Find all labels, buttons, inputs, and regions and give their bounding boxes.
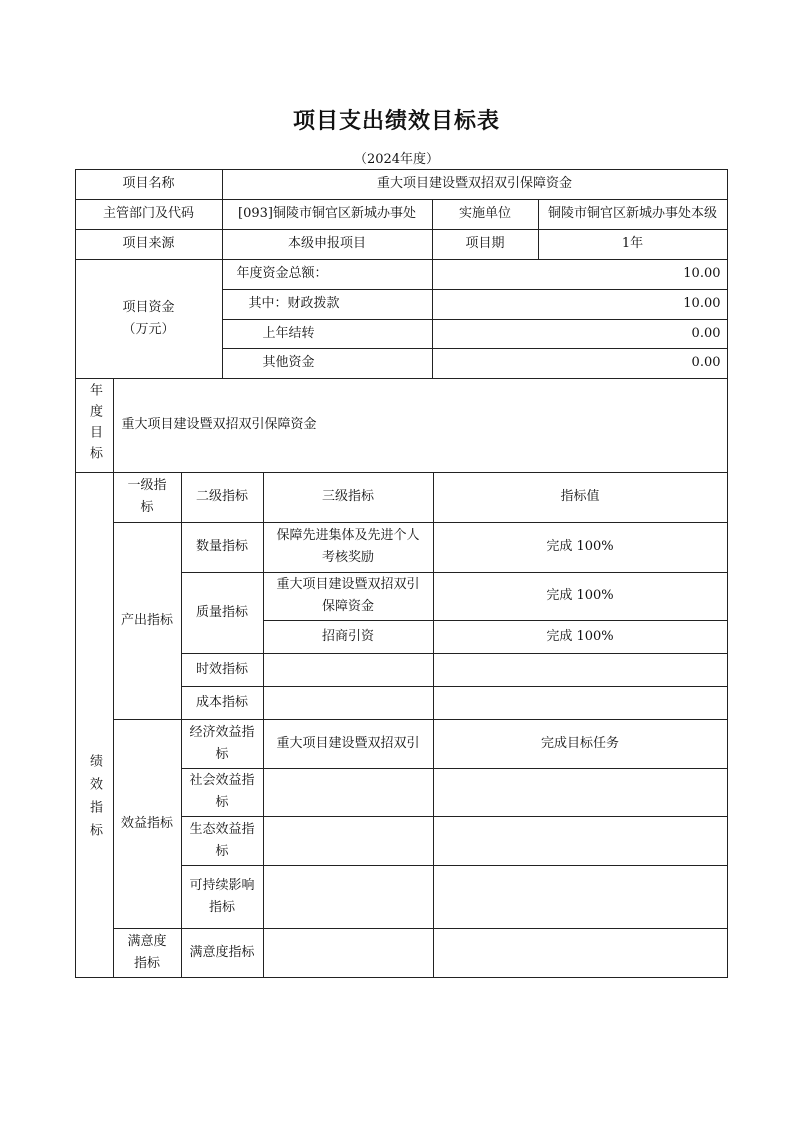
l3-empty xyxy=(263,816,434,866)
value-empty xyxy=(433,928,728,978)
project-name-label: 项目名称 xyxy=(75,169,223,200)
dept-label: 主管部门及代码 xyxy=(75,199,223,230)
page-title: 项目支出绩效目标表 xyxy=(292,108,500,134)
unit-label: 实施单位 xyxy=(432,199,539,230)
period-label: 项目期 xyxy=(432,229,539,260)
goal-label: 年度目标 xyxy=(75,378,114,473)
l2-item: 生态效益指标 xyxy=(181,816,264,866)
unit-value: 铜陵市铜官区新城办事处本级 xyxy=(538,199,728,230)
funds-row-value: 0.00 xyxy=(432,348,728,379)
value-empty xyxy=(433,653,728,687)
indicator-value: 完成目标任务 xyxy=(433,719,728,769)
year-subtitle: （2024年度） xyxy=(353,152,440,167)
value-empty xyxy=(433,686,728,720)
header-value: 指标值 xyxy=(433,472,728,523)
goal-text: 重大项目建设暨双招双引保障资金 xyxy=(113,378,728,473)
l3-empty xyxy=(263,686,434,720)
source-value: 本级申报项目 xyxy=(222,229,433,260)
project-name: 重大项目建设暨双招双引保障资金 xyxy=(222,169,728,200)
source-label: 项目来源 xyxy=(75,229,223,260)
l2-item: 数量指标 xyxy=(181,522,264,573)
l3-empty xyxy=(263,768,434,817)
indicator-value: 完成 100% xyxy=(433,572,728,621)
funds-row-label: 上年结转 xyxy=(222,319,433,349)
header-l2: 二级指标 xyxy=(181,472,264,523)
period-value: 1年 xyxy=(538,229,728,260)
dept-value: [093]铜陵市铜官区新城办事处 xyxy=(222,199,433,230)
l2-item: 质量指标 xyxy=(181,572,264,654)
funds-row-value: 0.00 xyxy=(432,319,728,349)
l3-item: 重大项目建设暨双招双引 xyxy=(263,719,434,769)
l3-item: 重大项目建设暨双招双引保障资金 xyxy=(263,572,434,621)
indicator-value: 完成 100% xyxy=(433,620,728,654)
l3-empty xyxy=(263,653,434,687)
indicator-value: 完成 100% xyxy=(433,522,728,573)
l1-output: 产出指标 xyxy=(113,522,182,720)
l2-item: 经济效益指标 xyxy=(181,719,264,769)
l3-empty xyxy=(263,928,434,978)
l1-satisfaction: 满意度指标 xyxy=(113,928,182,978)
l2-item: 社会效益指标 xyxy=(181,768,264,817)
header-l3: 三级指标 xyxy=(263,472,434,523)
funds-row-label: 年度资金总额： xyxy=(222,259,433,290)
l3-item: 保障先进集体及先进个人考核奖励 xyxy=(263,522,434,573)
funds-label-cell xyxy=(75,259,223,379)
funds-row-label: 其他资金 xyxy=(222,348,433,379)
funds-row-value: 10.00 xyxy=(432,289,728,320)
value-empty xyxy=(433,865,728,929)
funds-row-label: 其中：财政拨款 xyxy=(222,289,433,320)
l2-item: 满意度指标 xyxy=(181,928,264,978)
l2-item: 可持续影响指标 xyxy=(181,865,264,929)
l3-item: 招商引资 xyxy=(263,620,434,654)
header-l1: 一级指标 xyxy=(113,472,182,523)
l2-item: 成本指标 xyxy=(181,686,264,720)
funds-row-value: 10.00 xyxy=(432,259,728,290)
value-empty xyxy=(433,816,728,866)
funds-unit: （万元） xyxy=(122,321,175,337)
l1-benefit: 效益指标 xyxy=(113,719,182,929)
value-empty xyxy=(433,768,728,817)
funds-label: 项目资金 xyxy=(122,299,175,315)
perf-label: 绩效指标 xyxy=(75,472,114,978)
l3-empty xyxy=(263,865,434,929)
l2-item: 时效指标 xyxy=(181,653,264,687)
